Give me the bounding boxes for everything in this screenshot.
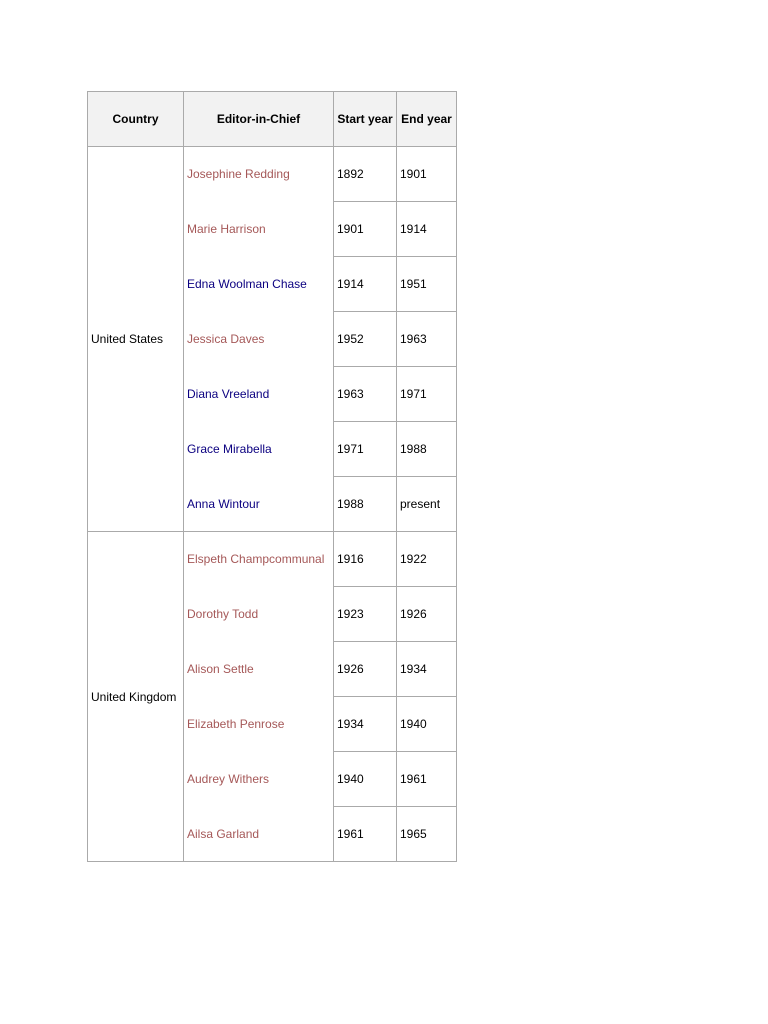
start-year-cell: 1971	[334, 422, 397, 477]
editor-cell	[184, 697, 334, 752]
header-start-year: Start year	[334, 92, 397, 147]
end-year-cell: 1914	[397, 202, 457, 257]
start-year-cell: 1892	[334, 147, 397, 202]
start-year-cell: 1916	[334, 532, 397, 587]
start-year-cell: 1961	[334, 807, 397, 862]
editor-cell	[184, 477, 334, 532]
editor-link[interactable]: Elspeth Champcommunal	[187, 552, 325, 567]
table-row	[88, 147, 457, 202]
editor-cell	[184, 202, 334, 257]
end-year-cell: 1901	[397, 147, 457, 202]
editor-link[interactable]: Grace Mirabella	[187, 442, 272, 456]
editor-link[interactable]: Edna Woolman Chase	[187, 277, 307, 291]
country-cell: United Kingdom	[88, 532, 184, 862]
editor-link[interactable]: Diana Vreeland	[187, 387, 270, 401]
editor-link[interactable]: Josephine Redding	[187, 167, 290, 182]
editor-link[interactable]: Dorothy Todd	[187, 607, 259, 621]
start-year-cell: 1926	[334, 642, 397, 697]
start-year-cell: 1934	[334, 697, 397, 752]
editor-cell	[184, 587, 334, 642]
end-year-cell: 1940	[397, 697, 457, 752]
editor-cell	[184, 367, 334, 422]
editor-cell	[184, 312, 334, 367]
end-year-cell: present	[397, 477, 457, 532]
end-year-cell: 1926	[397, 587, 457, 642]
editor-link[interactable]: Alison Settle	[187, 662, 254, 676]
start-year-cell: 1940	[334, 752, 397, 807]
start-year-cell: 1963	[334, 367, 397, 422]
editor-link[interactable]: Ailsa Garland	[187, 826, 260, 841]
end-year-cell: 1971	[397, 367, 457, 422]
editor-link[interactable]: Anna Wintour	[187, 496, 260, 511]
editor-cell	[184, 807, 334, 862]
start-year-cell: 1923	[334, 587, 397, 642]
start-year-cell: 1901	[334, 202, 397, 257]
header-end-year: End year	[397, 92, 457, 147]
header-row	[88, 92, 457, 147]
editor-link[interactable]: Marie Harrison	[187, 222, 266, 236]
editor-link[interactable]: Audrey Withers	[187, 772, 270, 786]
end-year-cell: 1951	[397, 257, 457, 312]
end-year-cell: 1934	[397, 642, 457, 697]
header-country: Country	[88, 92, 184, 147]
editors-table	[87, 91, 457, 862]
country-cell: United States	[88, 147, 184, 532]
editor-cell	[184, 422, 334, 477]
editor-cell	[184, 642, 334, 697]
end-year-cell: 1961	[397, 752, 457, 807]
end-year-cell: 1965	[397, 807, 457, 862]
editor-cell	[184, 532, 334, 587]
start-year-cell: 1914	[334, 257, 397, 312]
start-year-cell: 1988	[334, 477, 397, 532]
editor-cell	[184, 257, 334, 312]
start-year-cell: 1952	[334, 312, 397, 367]
header-editor: Editor-in-Chief	[184, 92, 334, 147]
table-body	[88, 147, 457, 862]
end-year-cell: 1922	[397, 532, 457, 587]
table-row	[88, 532, 457, 587]
editor-link[interactable]: Jessica Daves	[187, 332, 265, 346]
editor-link[interactable]: Elizabeth Penrose	[187, 717, 285, 731]
end-year-cell: 1963	[397, 312, 457, 367]
editor-cell	[184, 147, 334, 202]
end-year-cell: 1988	[397, 422, 457, 477]
editor-cell	[184, 752, 334, 807]
